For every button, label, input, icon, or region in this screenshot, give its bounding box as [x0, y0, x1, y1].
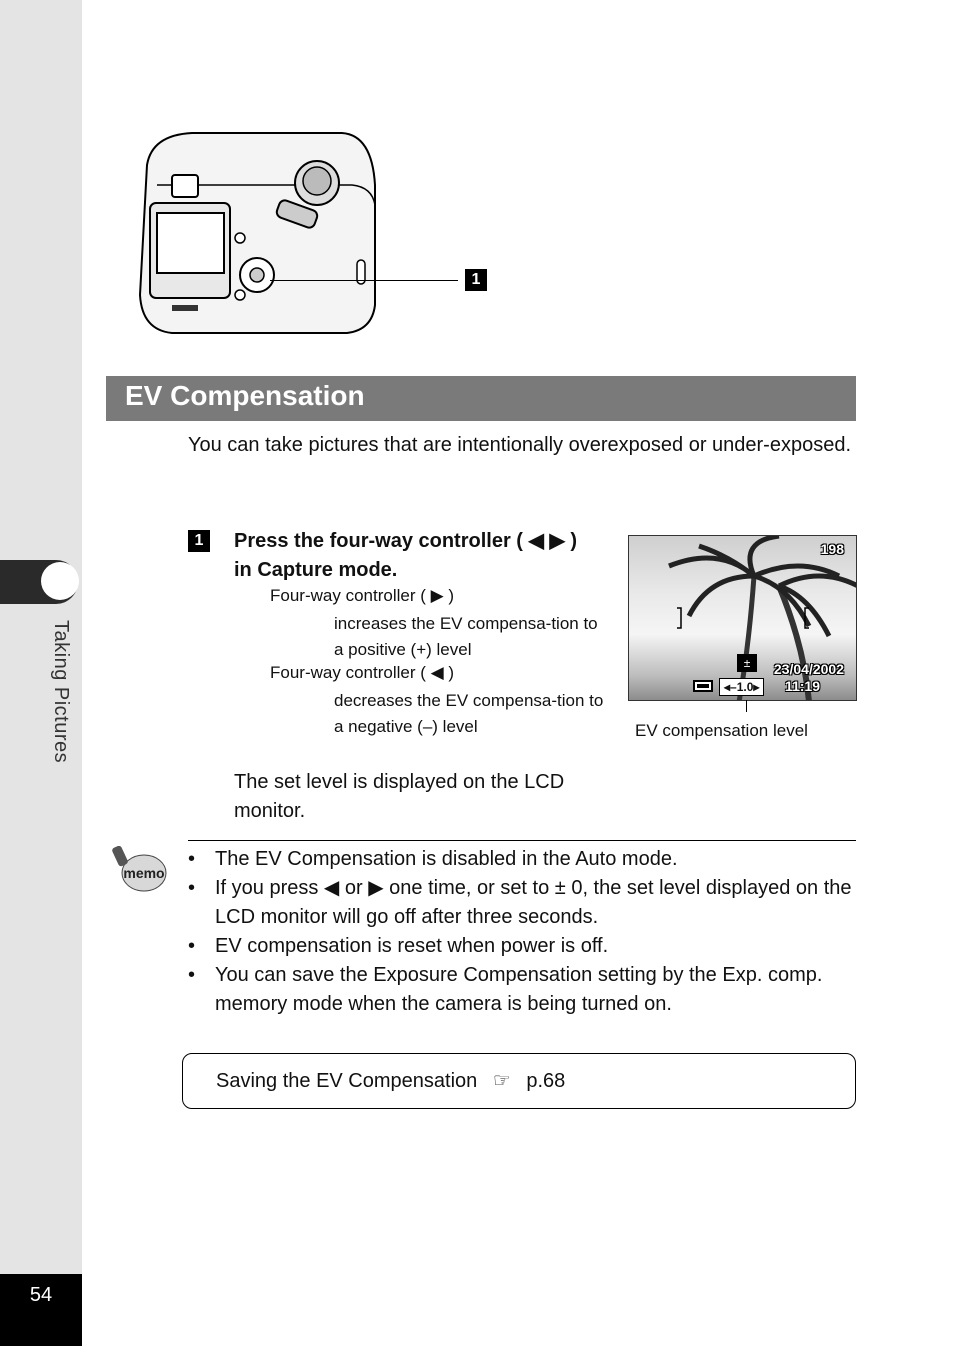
callout-line: [270, 280, 458, 281]
memo-bullet: • If you press ◀ or ▶ one time, or set to ± 0, the set level displayed on the LCD monitor will go off after three seconds.: [188, 877, 852, 928]
step-number: 1: [188, 530, 210, 552]
memo-icon: [112, 846, 168, 894]
intro-paragraph: You can take pictures that are intentionally overexposed or under-exposed.: [188, 434, 852, 456]
chapter-label: Taking Pictures: [50, 620, 72, 764]
controller-left-label: Four-way controller ( ◀ ): [270, 663, 455, 682]
controller-right-label: Four-way controller ( ▶ ): [270, 586, 455, 605]
lcd-time: 11:19: [784, 678, 820, 694]
memo-bullet-list: [188, 845, 856, 1019]
ev-pointer-line: [746, 700, 747, 712]
section-title: EV Compensation: [125, 380, 365, 411]
callout-number: 1: [465, 269, 487, 291]
battery-icon: [693, 680, 713, 692]
reference-page[interactable]: p.68: [526, 1070, 566, 1092]
controller-right-desc: increases the EV compensa-tion to a positive (+) level: [334, 614, 598, 659]
shots-remaining: 198: [820, 541, 844, 557]
controller-left-desc: decreases the EV compensa-tion to a negative (–) level: [334, 691, 604, 736]
memo-icon-label: memo: [123, 865, 165, 881]
camera-illustration: [132, 125, 382, 345]
memo-bullet: • You can save the Exposure Compensation setting by the Exp. comp. memory mode when the camera is being turned on.: [188, 964, 823, 1015]
ev-compensation-icon: ±: [737, 654, 757, 672]
step-title: Press the four-way controller ( ◀ ▶ ) in Capture mode.: [234, 530, 578, 581]
lcd-monitor-image: [628, 535, 857, 701]
reference-label: Saving the EV Compensation: [216, 1070, 478, 1092]
lcd-caption: EV compensation level: [635, 721, 808, 740]
memo-bullet: • The EV Compensation is disabled in the Auto mode.: [188, 848, 678, 870]
chapter-tab-circle: [41, 562, 79, 600]
step-result: The set level is displayed on the LCD monitor.: [234, 771, 565, 822]
lcd-date: 23/04/2002: [773, 661, 844, 677]
memo-divider: [188, 840, 856, 841]
page-number: 54: [29, 1284, 53, 1306]
reference-text: [216, 1068, 565, 1093]
memo-bullet: • EV compensation is reset when power is off.: [188, 935, 609, 957]
ev-level-display: ◂–1.0▸: [719, 678, 764, 696]
pointing-hand-icon: ☞: [492, 1070, 511, 1092]
